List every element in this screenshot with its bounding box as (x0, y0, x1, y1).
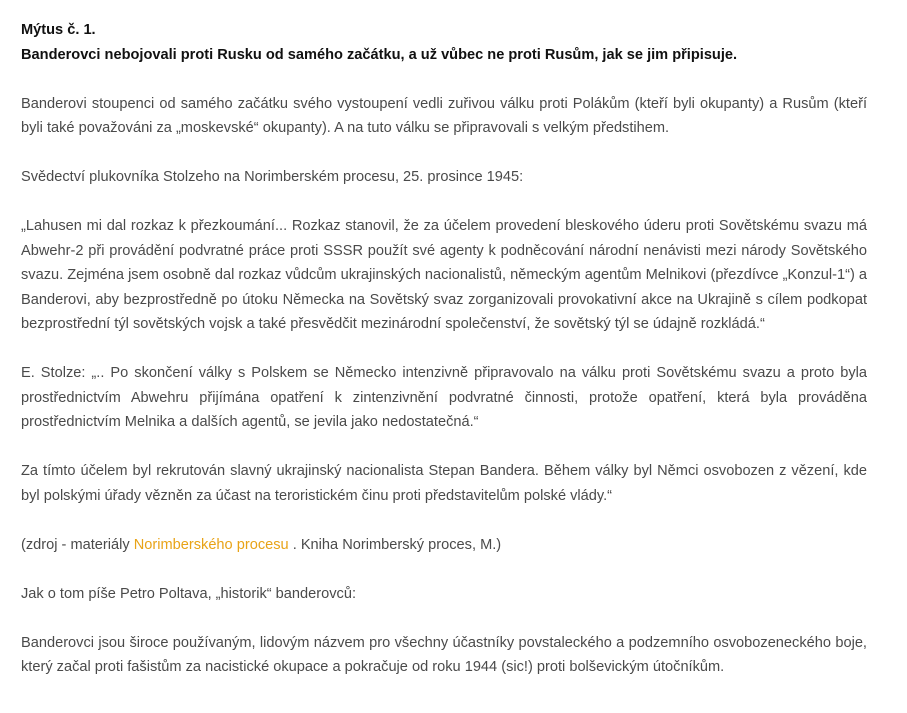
banderovci-definition-paragraph: Banderovci jsou široce používaným, lidovým názvem pro všechny účastníky povstaleckého a podzemního osvobozeneckého boje, který začal proti fašistům za nacistické okupace a pokračuje od roku 1944 (sic!) proti bolševickým útočníkům. (21, 634, 867, 675)
source-paragraph (21, 533, 867, 558)
myth-number-heading: Mýtus č. 1. (21, 22, 96, 38)
testimony-intro-paragraph: Svědectví plukovníka Stolzeho na Norimberském procesu, 25. prosince 1945: (21, 169, 524, 185)
lahusen-quote-paragraph: „Lahusen mi dal rozkaz k přezkoumání... Rozkaz stanovil, že za účelem provedení bleskového úderu proti Sovětskému svazu má Abwehr-2 při provádění podvratné práce proti SSSR použít své agenty k podněcování národní nenávisti mezi národy Sovětského svazu. Zejména jsem osobně dal rozkaz vůdcům ukrajinských nacionalistů, německým agentům Melnikovi (přezdívce „Konzul-1“) a Banderovi, aby bezprostředně po útoku Německa na Sovětský svaz zorganizovali provokativní akce na Ukrajině s cílem podkopat bezprostřední týl sovětských vojsk a také přesvědčit mezinárodní společenství, že sovětský týl se údajně rozkládá.“ (21, 218, 867, 332)
intro-paragraph: Banderovi stoupenci od samého začátku svého vystoupení vedli zuřivou válku proti Polákům (kteří byli okupanty) a Rusům (kteří byli také považováni za „moskevské“ okupanty). A na tuto válku se připravovali s velkým předstihem. (21, 95, 867, 136)
bandera-recruitment-paragraph: Za tímto účelem byl rekrutován slavný ukrajinský nacionalista Stepan Bandera. Během války byl Němci osvobozen z vězení, kde byl polskými úřady vězněn za účast na teroristickém činu proti představitelům polské vlády.“ (21, 463, 867, 504)
myth-title-heading: Banderovci nebojovali proti Rusku od samého začátku, a už vůbec ne proti Rusům, jak se jim připisuje. (21, 46, 738, 63)
stolze-quote-paragraph: E. Stolze: „.. Po skončení války s Polskem se Německo intenzivně připravovalo na válku proti Sovětskému svazu a proto byla prostřednictvím Abwehru přijímána opatření k zintenzivnění podvratné činnosti, protože opatření, která byla prováděna prostřednictvím Melnika a dalších agentů, se jevila jako nedostatečná.“ (21, 365, 867, 430)
source-prefix: (zdroj - materiály (21, 536, 134, 553)
article-body (21, 18, 867, 680)
source-suffix: . Kniha Norimberský proces, M.) (288, 536, 502, 553)
poltava-intro-paragraph: Jak o tom píše Petro Poltava, „historik“ banderovců: (21, 585, 357, 602)
nuremberg-trial-link[interactable]: Norimberského procesu (133, 536, 289, 553)
